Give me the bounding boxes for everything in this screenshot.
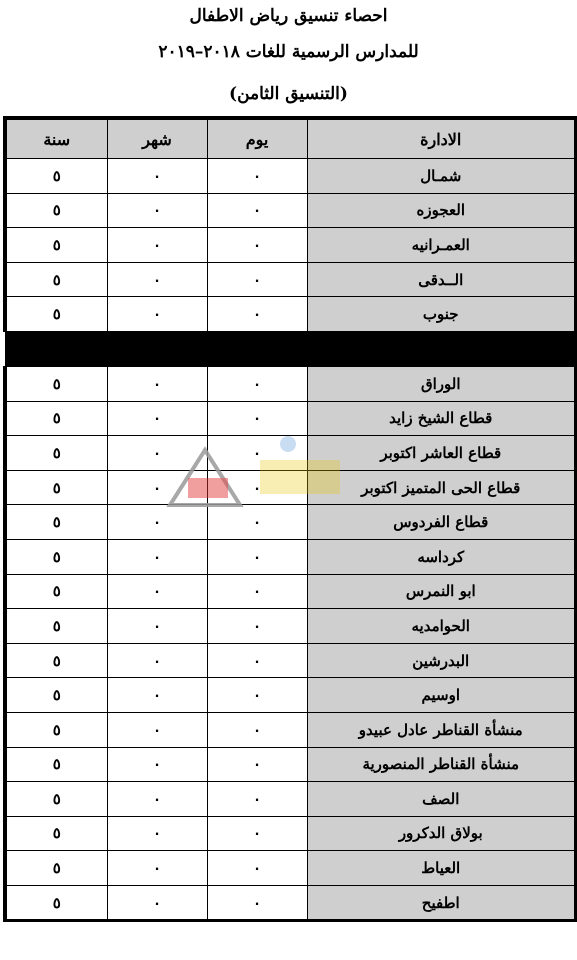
year-cell: ٥ (5, 297, 107, 332)
table-row (5, 193, 576, 228)
year-cell: ٥ (5, 366, 107, 401)
day-cell: ٠ (207, 539, 307, 574)
month-cell: ٠ (107, 505, 207, 540)
year-cell: ٥ (5, 885, 107, 921)
admin-cell: الوراق (307, 366, 576, 401)
day-cell: ٠ (207, 228, 307, 263)
month-cell: ٠ (107, 609, 207, 644)
admin-cell: البدرشين (307, 643, 576, 678)
day-cell: ٠ (207, 609, 307, 644)
year-cell: ٥ (5, 782, 107, 817)
day-cell: ٠ (207, 470, 307, 505)
month-cell: ٠ (107, 678, 207, 713)
year-cell: ٥ (5, 505, 107, 540)
year-cell: ٥ (5, 539, 107, 574)
table-row (5, 782, 576, 817)
month-cell: ٠ (107, 747, 207, 782)
month-cell: ٠ (107, 712, 207, 747)
year-cell: ٥ (5, 712, 107, 747)
month-cell: ٠ (107, 885, 207, 921)
day-cell: ٠ (207, 643, 307, 678)
admin-cell: العياط (307, 851, 576, 886)
statistics-table (3, 116, 577, 922)
year-cell: ٥ (5, 401, 107, 436)
month-cell: ٠ (107, 470, 207, 505)
day-cell: ٠ (207, 747, 307, 782)
admin-cell: بولاق الدكرور (307, 816, 576, 851)
month-cell: ٠ (107, 851, 207, 886)
column-header-month: شهر (107, 118, 207, 159)
document-subtitle: للمدارس الرسمية للغات ٢٠١٨–٢٠١٩ (158, 42, 419, 62)
month-cell: ٠ (107, 159, 207, 194)
day-cell: ٠ (207, 505, 307, 540)
admin-cell: كرداسه (307, 539, 576, 574)
column-header-year: سنة (5, 118, 107, 159)
month-cell: ٠ (107, 262, 207, 297)
table-row (5, 678, 576, 713)
admin-cell: الحوامديه (307, 609, 576, 644)
table-row (5, 366, 576, 401)
day-cell: ٠ (207, 193, 307, 228)
table-header-row (5, 118, 576, 159)
table-row (5, 643, 576, 678)
month-cell: ٠ (107, 228, 207, 263)
year-cell: ٥ (5, 470, 107, 505)
table-row (5, 885, 576, 921)
year-cell: ٥ (5, 816, 107, 851)
day-cell: ٠ (207, 436, 307, 471)
admin-cell: جنوب (307, 297, 576, 332)
year-cell: ٥ (5, 609, 107, 644)
admin-cell: قطاع الشيخ زايد (307, 401, 576, 436)
month-cell: ٠ (107, 782, 207, 817)
table-row (5, 609, 576, 644)
year-cell: ٥ (5, 228, 107, 263)
table-row (5, 297, 576, 332)
table-row (5, 816, 576, 851)
separator-cell (5, 331, 107, 366)
column-header-admin: الادارة (307, 118, 576, 159)
month-cell: ٠ (107, 366, 207, 401)
column-header-day: يوم (207, 118, 307, 159)
table-row (5, 712, 576, 747)
separator-band (5, 331, 576, 366)
site-logo-watermark-icon (160, 430, 360, 510)
day-cell: ٠ (207, 816, 307, 851)
admin-cell: ابو النمرس (307, 574, 576, 609)
table-row (5, 539, 576, 574)
year-cell: ٥ (5, 851, 107, 886)
document-title: احصاء تنسيق رياض الاطفال (189, 6, 388, 26)
day-cell: ٠ (207, 297, 307, 332)
month-cell: ٠ (107, 539, 207, 574)
year-cell: ٥ (5, 747, 107, 782)
table-row (5, 159, 576, 194)
admin-cell: منشأة القناطر المنصورية (307, 747, 576, 782)
day-cell: ٠ (207, 885, 307, 921)
day-cell: ٠ (207, 262, 307, 297)
admin-cell: العمـرانيه (307, 228, 576, 263)
year-cell: ٥ (5, 678, 107, 713)
year-cell: ٥ (5, 436, 107, 471)
month-cell: ٠ (107, 574, 207, 609)
admin-cell: اطفيح (307, 885, 576, 921)
month-cell: ٠ (107, 816, 207, 851)
document-note: (التنسيق الثامن) (229, 84, 348, 104)
day-cell: ٠ (207, 712, 307, 747)
admin-cell: قطاع الفردوس (307, 505, 576, 540)
admin-cell: قطاع العاشر اكتوبر (307, 436, 576, 471)
day-cell: ٠ (207, 366, 307, 401)
separator-cell (307, 331, 576, 366)
table-row (5, 262, 576, 297)
year-cell: ٥ (5, 643, 107, 678)
month-cell: ٠ (107, 297, 207, 332)
day-cell: ٠ (207, 678, 307, 713)
admin-cell: اوسيم (307, 678, 576, 713)
table-row (5, 574, 576, 609)
month-cell: ٠ (107, 643, 207, 678)
table-row (5, 851, 576, 886)
table-row (5, 505, 576, 540)
admin-cell: قطاع الحى المتميز اكتوبر (307, 470, 576, 505)
year-cell: ٥ (5, 262, 107, 297)
month-cell: ٠ (107, 193, 207, 228)
day-cell: ٠ (207, 851, 307, 886)
separator-cell (107, 331, 207, 366)
day-cell: ٠ (207, 401, 307, 436)
admin-cell: شمـال (307, 159, 576, 194)
year-cell: ٥ (5, 193, 107, 228)
separator-cell (207, 331, 307, 366)
table-row (5, 747, 576, 782)
day-cell: ٠ (207, 574, 307, 609)
day-cell: ٠ (207, 159, 307, 194)
document-header (0, 0, 577, 114)
admin-cell: الصف (307, 782, 576, 817)
admin-cell: منشأة القناطر عادل عبيدو (307, 712, 576, 747)
month-cell: ٠ (107, 436, 207, 471)
admin-cell: العجوزه (307, 193, 576, 228)
table-row (5, 228, 576, 263)
day-cell: ٠ (207, 782, 307, 817)
admin-cell: الــدقى (307, 262, 576, 297)
year-cell: ٥ (5, 574, 107, 609)
year-cell: ٥ (5, 159, 107, 194)
month-cell: ٠ (107, 401, 207, 436)
